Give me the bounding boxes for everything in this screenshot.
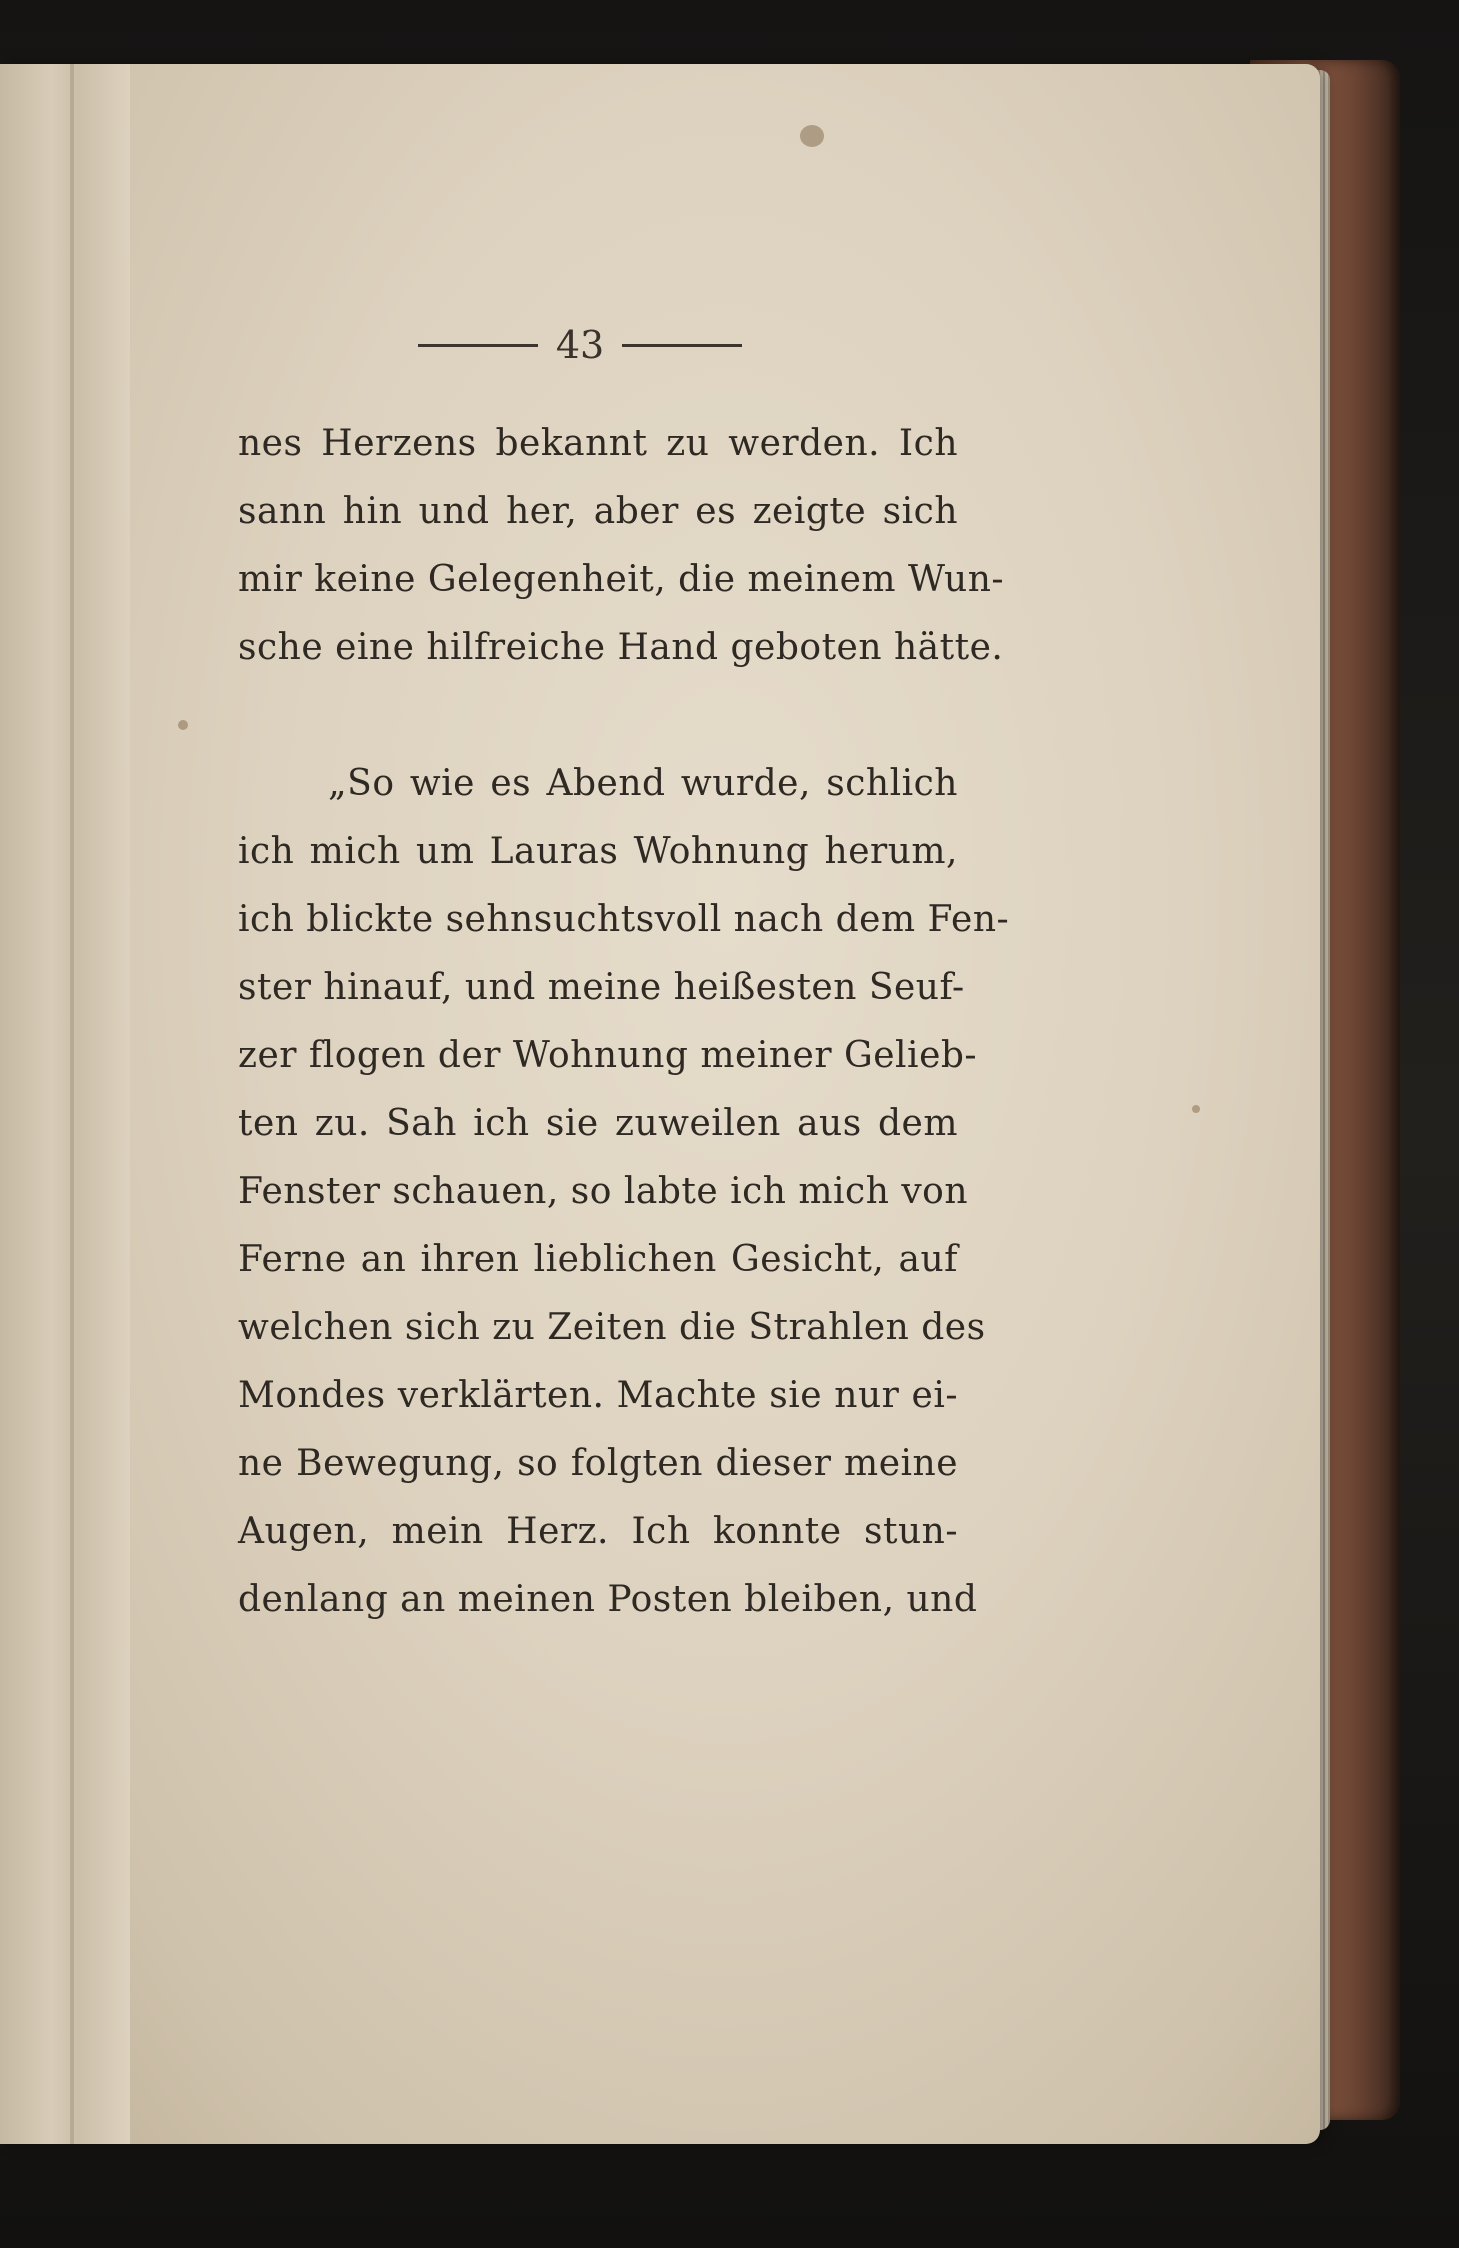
paragraph-gap [238,682,958,750]
gutter-fold-line [70,64,74,2144]
text-line: sann hin und her, aber es zeigte sich [238,491,958,532]
text-line: Mondes verklärten. Machte sie nur ei- [238,1375,958,1416]
page-header [410,320,750,370]
text-line: zer flogen der Wohnung meiner Gelieb- [238,1035,978,1076]
paragraph-2 [238,750,1010,1634]
text-line: mir keine Gelegenheit, die meinem Wun- [238,559,1005,600]
text-line: Fenster schauen, so labte ich mich von [238,1171,969,1212]
text-line: ster hinauf, und meine heißesten Seuf- [238,967,965,1008]
text-line: ich blickte sehnsuchtsvoll nach dem Fen- [238,899,1010,940]
text-line: ten zu. Sah ich sie zuweilen aus dem [238,1103,958,1144]
text-line: ne Bewegung, so folgten dieser meine [238,1443,958,1484]
paper-stain [1192,1105,1200,1113]
page-gutter [0,64,130,2144]
paper-stain [178,720,188,730]
text-line: Ferne an ihren lieblichen Gesicht, auf [238,1239,958,1280]
text-line: Augen, mein Herz. Ich konnte stun- [238,1511,958,1552]
header-rule-left [418,344,538,347]
paragraph-1 [238,410,1005,682]
text-line: nes Herzens bekannt zu werden. Ich [238,423,958,464]
page-number: 43 [555,323,605,367]
text-line: ich mich um Lauras Wohnung herum, [238,831,958,872]
header-rule-right [622,344,742,347]
text-line: denlang an meinen Posten bleiben, und [238,1579,978,1620]
text-line: welchen sich zu Zeiten die Strahlen des [238,1307,986,1348]
text-line: „So wie es Abend wurde, schlich [328,763,958,804]
paper-stain [800,125,824,147]
body-text [238,410,1010,1634]
text-line: sche eine hilfreiche Hand geboten hätte. [238,627,1004,668]
